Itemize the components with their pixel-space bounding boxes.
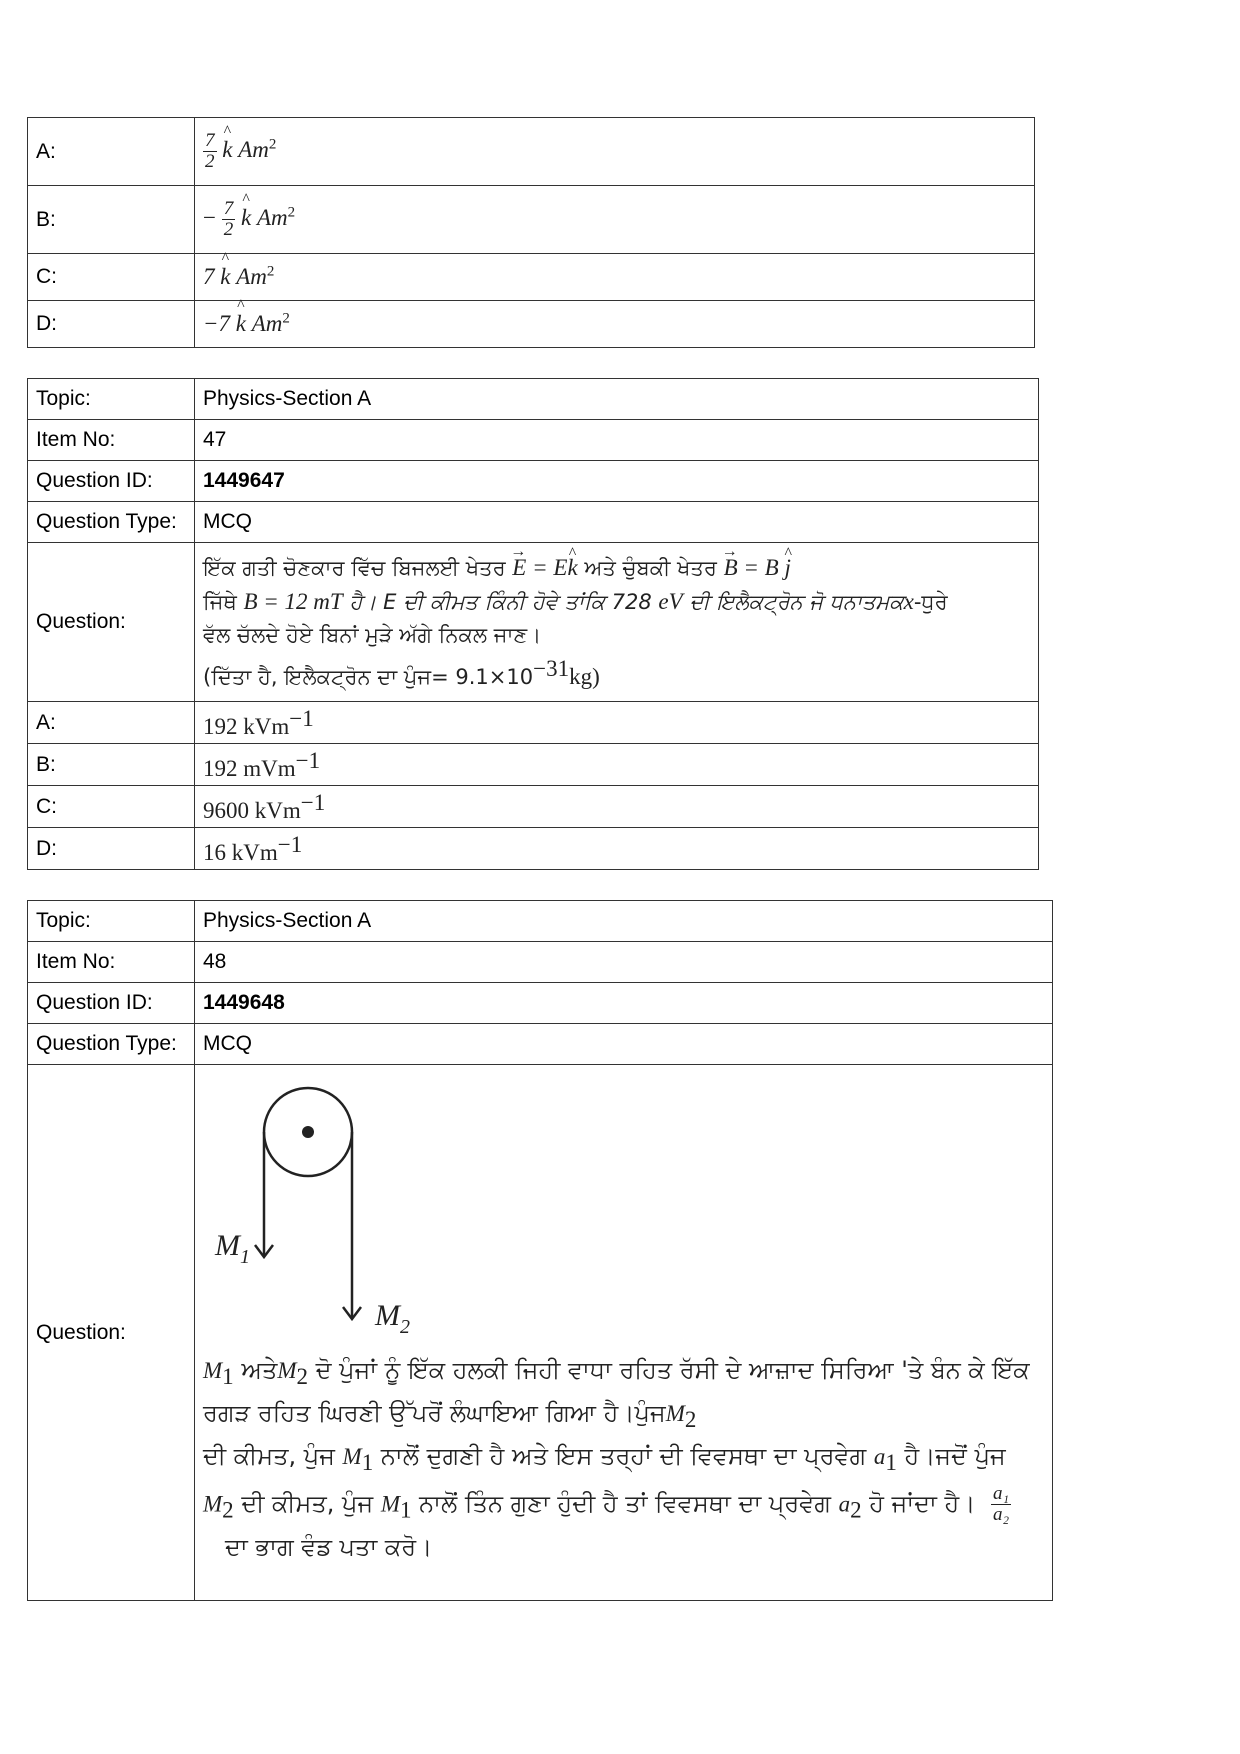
fraction: $\frac{7}{2}$	[223, 198, 234, 240]
question-id-value: 1449647	[195, 461, 1039, 502]
electric-field-vector: → E	[512, 551, 526, 584]
option-b-label: B:	[28, 744, 195, 786]
option-b-value: − $\frac{7}{2}$ ^ k Am$^2$	[195, 186, 1035, 254]
option-a-row	[28, 118, 1035, 186]
question-row	[28, 1065, 1053, 1601]
question-type-label: Question Type:	[28, 1024, 195, 1065]
q48-table	[27, 900, 1053, 1601]
option-a-label: A:	[28, 702, 195, 744]
item-no-row	[28, 942, 1053, 983]
question-text: $M_1$ $ਅਤੇM_2$ ਦੋ ਪੁੰਜਾਂ ਨੂੰ ਇੱਕ ਹਲਕੀ ਜਿਹੀ ਵਾਧਾ ਰਹਿਤ ਰੱਸੀ ਦੇ ਆਜ਼ਾਦ ਸਿਰਿਆ 'ਤੇ ਬੰਨ ਕੇ ਇੱਕ ਰਗੜ ਰਹਿਤ ਘਿਰਣੀ ਉੱਪਰੋਂ ਲੰਘਾਇਆ ਗਿਆ ਹੈ।ਪੁੰਜM$_2$ ਦੀ ਕੀਮਤ, ਪੁੰਜ $M_1$ ਨਾਲੋਂ ਦੁਗਣੀ ਹੈ ਅਤੇ ਇਸ ਤਰ੍ਹਾਂ ਦੀ ਵਿਵਸਥਾ ਦਾ ਪ੍ਰਵੇਗ $a_1$ ਹੈ।ਜਦੋਂ ਪੁੰਜ $M_2$ ਦੀ ਕੀਮਤ, ਪੁੰਜ $M_1$ ਨਾਲੋਂ ਤਿੰਨ ਗੁਣਾ ਹੁੰਦੀ ਹੈ ਤਾਂ ਵਿਵਸਥਾ ਦਾ ਪ੍ਰਵੇਗ $a_2$ ਹੋ ਜਾਂਦਾ ਹੈ। $\frac{\text{a₁}}{\text{a₂}}$ ਦਾ ਭਾਗ ਵੰਡ ਪਤਾ ਕਰੋ।	[203, 1356, 1030, 1561]
question-type-label: Question Type:	[28, 502, 195, 543]
pulley-axle	[302, 1126, 314, 1138]
k-unit-vector: ^ k	[241, 205, 251, 231]
question-type-row	[28, 502, 1039, 543]
label-m2: $M_2$	[375, 1299, 410, 1338]
option-d-row	[28, 828, 1039, 870]
question-id-value: 1449648	[195, 983, 1053, 1024]
option-b-value: 192 mVm$^{-1}$	[195, 744, 1039, 786]
option-d-label: D:	[28, 828, 195, 870]
question-id-row	[28, 461, 1039, 502]
question-row	[28, 543, 1039, 702]
option-b-row	[28, 186, 1035, 254]
question-id-label: Question ID:	[28, 983, 195, 1024]
option-a-value: $\frac{7}{2}$ ^ k Am$^2$	[195, 118, 1035, 186]
q46-options-table	[27, 117, 1035, 348]
item-no-label: Item No:	[28, 942, 195, 983]
k-unit-vector: ^ k	[220, 264, 230, 290]
question-type-row	[28, 1024, 1053, 1065]
label-m1: $M_1$	[215, 1229, 250, 1268]
topic-value: Physics-Section A	[195, 901, 1053, 942]
topic-value: Physics-Section A	[195, 379, 1039, 420]
topic-label: Topic:	[28, 379, 195, 420]
option-d-label: D:	[28, 301, 195, 348]
q47-table	[27, 378, 1039, 870]
question-content	[195, 1065, 1053, 1601]
k-unit-vector: ^ k	[236, 311, 246, 337]
option-b-label: B:	[28, 186, 195, 254]
option-c-value: 9600 kVm$^{-1}$	[195, 786, 1039, 828]
magnetic-field-vector: → B	[724, 551, 738, 584]
item-no-value: 48	[195, 942, 1053, 983]
topic-row	[28, 379, 1039, 420]
option-d-row	[28, 301, 1035, 348]
topic-row	[28, 901, 1053, 942]
question-text: ਇੱਕ ਗਤੀ ਚੋਣਕਾਰ ਵਿੱਚ ਬਿਜਲਈ ਖੇਤਰ → E = E^ k ਅਤੇ ਚੁੰਬਕੀ ਖੇਤਰ → B = B ^ j ਜਿੱਥੇ B = 12 mT ਹੈ। E ਦੀ ਕੀਮਤ ਕਿੰਨੀ ਹੋਵੇ ਤਾਂਕਿ 728 eV ਦੀ ਇਲੈਕਟ੍ਰੋਨ ਜੋ ਧਨਾਤਮਕx-ਧੁਰੇ ਵੱਲ ਚੱਲਦੇ ਹੋਏ ਬਿਨਾਂ ਮੁੜੇ ਅੱਗੇ ਨਿਕਲ ਜਾਣ। (ਦਿੱਤਾ ਹੈ, ਇਲੈਕਟ੍ਰੋਨ ਦਾ ਪੁੰਜ= $9.1\times 10^{-31}kg$)	[195, 543, 1039, 702]
question-label: Question:	[28, 1065, 195, 1601]
question-type-value: MCQ	[195, 502, 1039, 543]
fraction: $\frac{7}{2}$	[205, 130, 215, 172]
option-b-row	[28, 744, 1039, 786]
pulley-diagram	[203, 1077, 463, 1352]
option-c-label: C:	[28, 786, 195, 828]
item-no-label: Item No:	[28, 420, 195, 461]
option-c-row	[28, 254, 1035, 301]
question-id-label: Question ID:	[28, 461, 195, 502]
question-type-value: MCQ	[195, 1024, 1053, 1065]
topic-label: Topic:	[28, 901, 195, 942]
question-label: Question:	[28, 543, 195, 702]
item-no-row	[28, 420, 1039, 461]
option-a-value: 192 kVm$^{-1}$	[195, 702, 1039, 744]
ratio-fraction: $\frac{\text{a₁}}{\text{a₂}}$	[993, 1483, 1010, 1526]
item-no-value: 47	[195, 420, 1039, 461]
question-id-row	[28, 983, 1053, 1024]
option-a-label: A:	[28, 118, 195, 186]
option-c-value: 7 ^ k Am$^2$	[195, 254, 1035, 301]
option-d-value: −7 ^ k Am$^2$	[195, 301, 1035, 348]
k-unit-vector: ^ k	[222, 137, 232, 163]
option-c-row	[28, 786, 1039, 828]
option-d-value: 16 kVm$^{-1}$	[195, 828, 1039, 870]
option-c-label: C:	[28, 254, 195, 301]
option-a-row	[28, 702, 1039, 744]
